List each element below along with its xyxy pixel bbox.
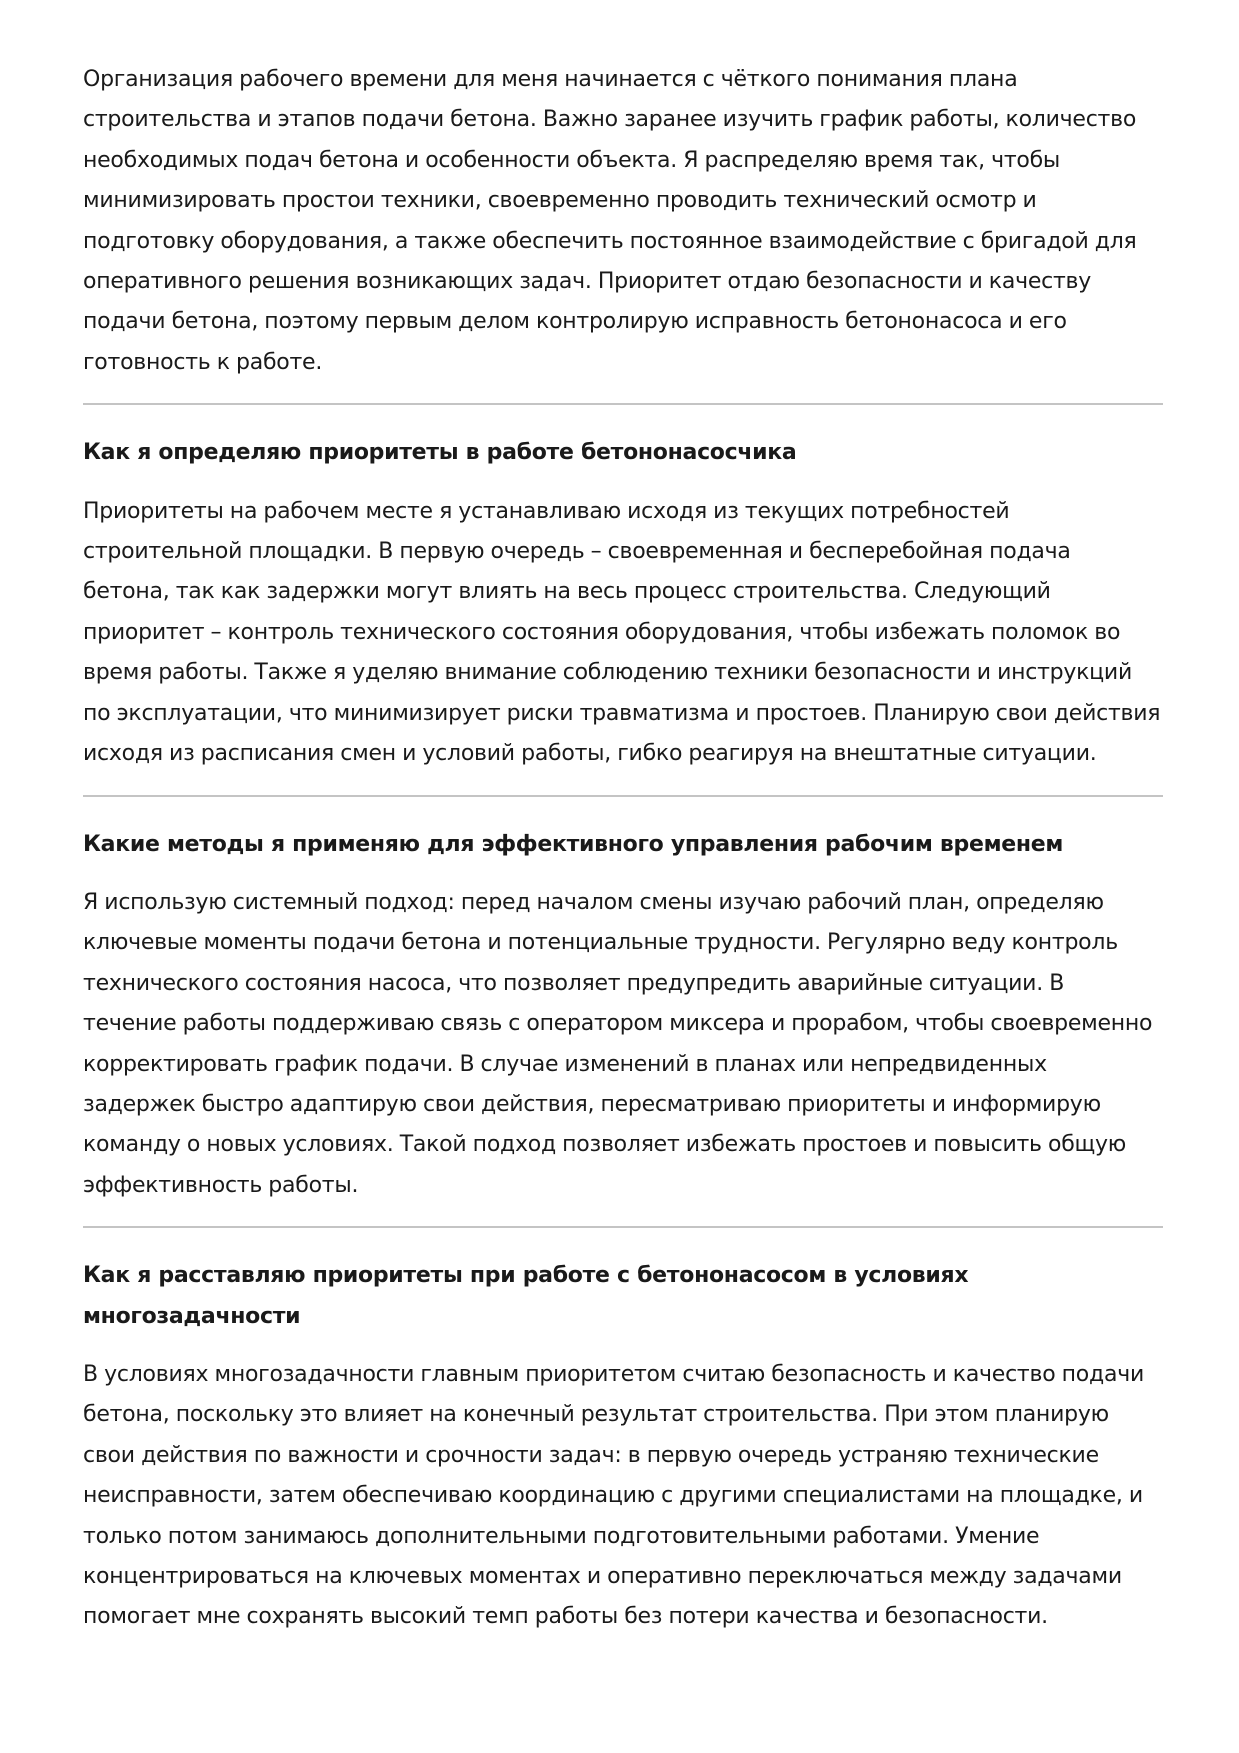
section-paragraph: Приоритеты на рабочем месте я устанавливаю исходя из текущих потребностей строительной площадки. В первую очередь – своевременная и бесперебойная подача бетона, так как задержки могут влиять на весь процесс строительства. Следующий приоритет – контроль технического состояния оборудования, чтобы избежать поломок во время работы. Также я уделяю внимание соблюдению техники безопасности и инструкций по эксплуатации, что минимизирует риски травматизма и простоев. Планирую свои действия исходя из расписания смен и условий работы, гибко реагируя на внештатные ситуации. <box>83 498 1161 767</box>
section-priorities <box>83 433 1163 774</box>
intro-paragraph: Организация рабочего времени для меня начинается с чёткого понимания плана строительства и этапов подачи бетона. Важно заранее изучить график работы, количество необходимых подач бетона и особенности объекта. Я распределяю время так, чтобы минимизировать простои техники, своевременно проводить технический осмотр и подготовку оборудования, а также обеспечить постоянное взаимодействие с бригадой для оперативного решения возникающих задач. Приоритет отдаю безопасности и качеству подачи бетона, поэтому первым делом контролирую исправность бетононасоса и его готовность к работе. <box>83 67 1137 375</box>
section-divider <box>83 1226 1163 1228</box>
section-paragraph: В условиях многозадачности главным приоритетом считаю безопасность и качество подачи бетона, поскольку это влияет на конечный результат строительства. При этом планирую свои действия по важности и срочности задач: в первую очередь устраняю технические неисправности, затем обеспечиваю координацию с другими специалистами на площадке, и только потом занимаюсь дополнительными подготовительными работами. Умение концентрироваться на ключевых моментах и оперативно переключаться между задачами помогает мне сохранять высокий темп работы без потери качества и безопасности. <box>83 1361 1144 1630</box>
section-heading: Какие методы я применяю для эффективного управления рабочим временем <box>83 831 1064 857</box>
section-paragraph: Я использую системный подход: перед началом смены изучаю рабочий план, определяю ключевые моменты подачи бетона и потенциальные трудности. Регулярно веду контроль технического состояния насоса, что позволяет предупредить аварийные ситуации. В течение работы поддерживаю связь с оператором миксера и прорабом, чтобы своевременно корректировать график подачи. В случае изменений в планах или непредвиденных задержек быстро адаптирую свои действия, пересматриваю приоритеты и информирую команду о новых условиях. Такой подход позволяет избежать простоев и повысить общую эффективность работы. <box>83 889 1153 1198</box>
section-divider <box>83 795 1163 797</box>
section-time-management-methods <box>83 825 1163 1207</box>
section-heading: Как я определяю приоритеты в работе бетононасосчика <box>83 440 797 466</box>
section-divider <box>83 403 1163 405</box>
section-multitasking <box>83 1256 1163 1638</box>
section-heading: Как я расставляю приоритеты при работе с бетононасосом в условиях многозадачности <box>83 1263 969 1329</box>
document-page <box>83 60 1163 1638</box>
